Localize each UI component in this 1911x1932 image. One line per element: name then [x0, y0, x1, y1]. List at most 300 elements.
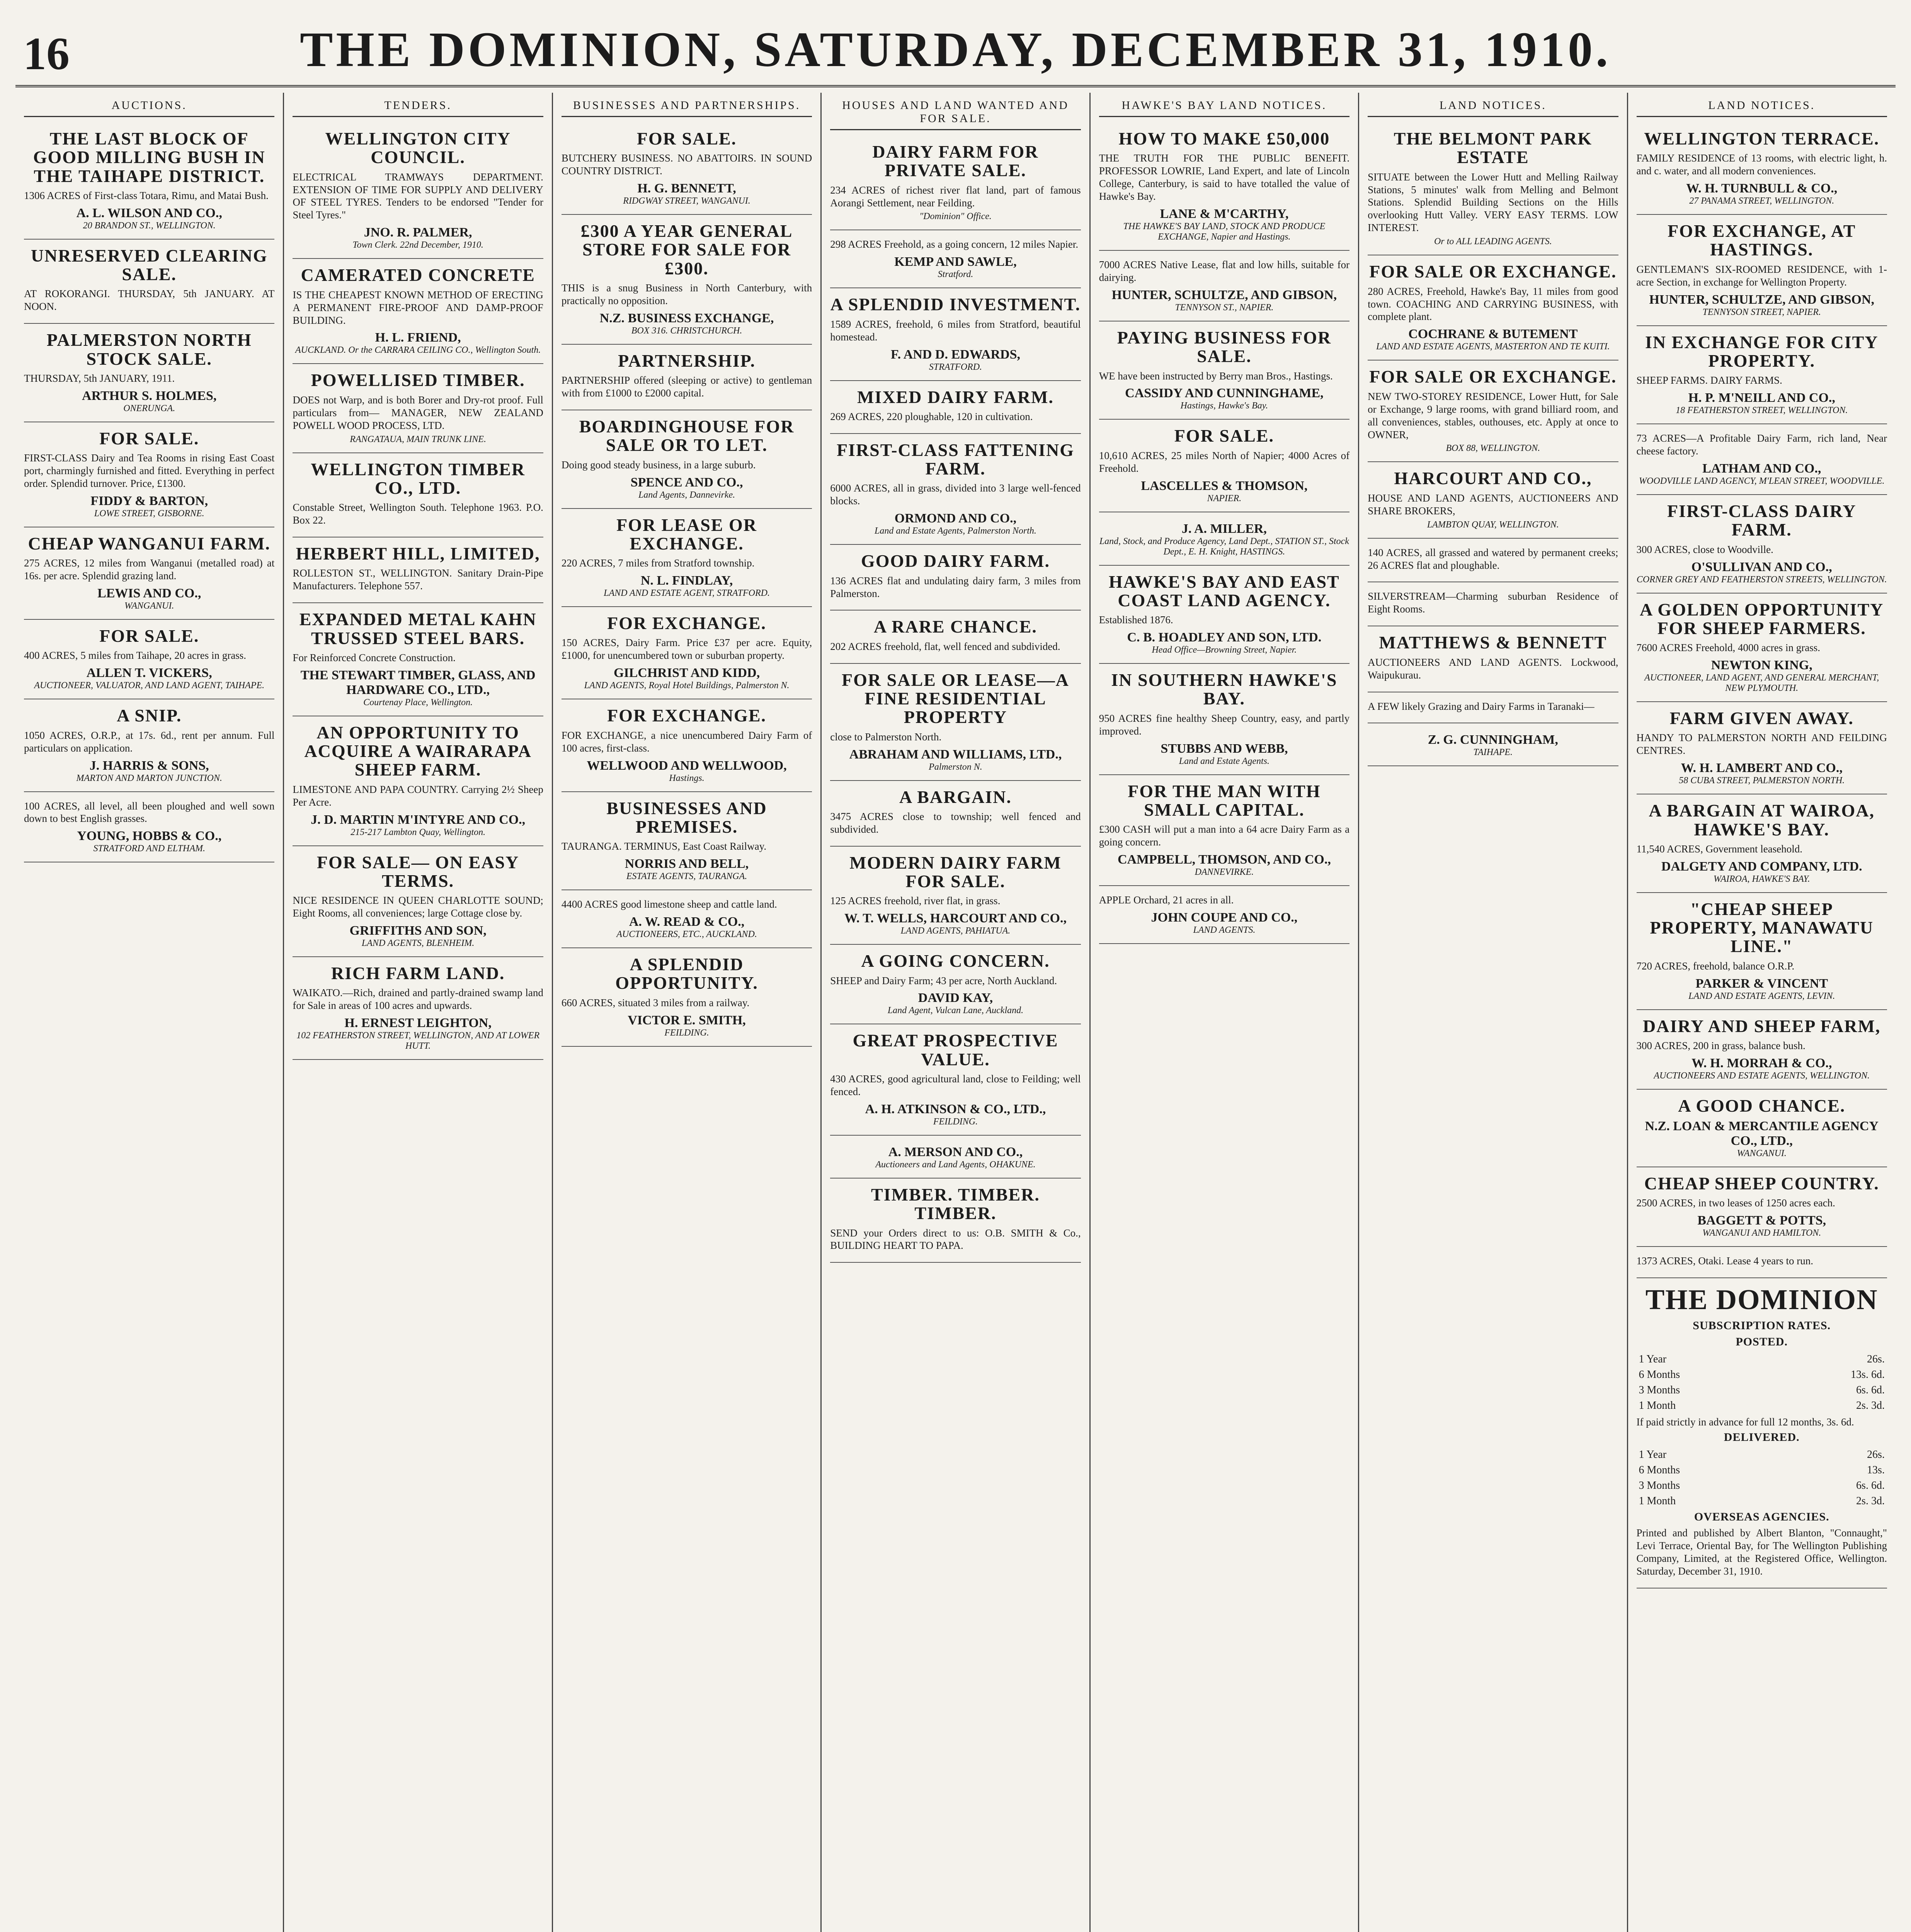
ad-body: BUTCHERY BUSINESS. NO ABATTOIRS. IN SOUND COUNTRY DISTRICT.	[561, 152, 812, 177]
advertisement	[830, 781, 1081, 847]
advertisement	[830, 945, 1081, 1024]
ad-body: 100 ACRES, all level, all been ploughed and well sown down to best English grasses.	[24, 800, 275, 825]
rate-period: 3 Months	[1639, 1384, 1680, 1396]
advertisement	[1368, 692, 1618, 724]
advertisement	[1099, 775, 1349, 886]
advertisement	[830, 664, 1081, 781]
ad-firm-name: H. L. FRIEND,	[375, 330, 461, 345]
ad-firm-name: FIDDY & BARTON,	[90, 493, 208, 508]
ad-title: A RARE CHANCE.	[874, 617, 1037, 637]
column-3	[553, 93, 822, 1932]
ad-body: NEW TWO-STOREY RESIDENCE, Lower Hutt, for Sale or Exchange, 9 large rooms, with grand billiard room, and all conveniences, stables, outhouses, etc. Apply at once to OWNER,	[1368, 390, 1618, 440]
ad-title: GREAT PROSPECTIVE VALUE.	[853, 1031, 1058, 1069]
advertisement	[562, 410, 812, 509]
ad-body: 275 ACRES, 12 miles from Wanganui (metalled road) at 16s. per acre. Splendid grazing land.	[24, 557, 275, 582]
ad-address: WAIROA, HAWKE'S BAY.	[1713, 874, 1810, 884]
ad-body: THIS is a snug Business in North Canterbury, with practically no opposition.	[561, 282, 812, 306]
ad-title: PARTNERSHIP.	[618, 350, 756, 371]
ad-body: HANDY TO PALMERSTON NORTH AND FEILDING CENTRES.	[1636, 732, 1887, 757]
page-number: 16	[23, 28, 70, 79]
newspaper-title: THE DOMINION, SATURDAY, DECEMBER 31, 1910.	[300, 22, 1611, 77]
advertisement	[1368, 539, 1618, 583]
ad-title: THE BELMONT PARK ESTATE	[1394, 129, 1592, 167]
advertisement	[830, 381, 1081, 434]
ad-firm-name: BAGGETT & POTTS,	[1697, 1213, 1826, 1228]
column-5	[1091, 93, 1359, 1932]
ad-address: AUCKLAND. Or the CARRARA CEILING CO., Wellington South.	[295, 345, 541, 355]
advertisement	[562, 890, 812, 948]
ad-address: LAND AND ESTATE AGENTS, LEVIN.	[1688, 991, 1835, 1001]
ad-address: Land and Estate Agents, Palmerston North.	[875, 526, 1036, 536]
rate-period: 6 Months	[1639, 1369, 1680, 1381]
posted-note: If paid strictly in advance for full 12 months, 3s. 6d.	[1636, 1416, 1854, 1428]
ad-body: £300 CASH will put a man into a 64 acre Dairy Farm as a going concern.	[1099, 823, 1350, 848]
ad-address: TAIHAPE.	[1473, 747, 1513, 758]
ad-firm-name: THE STEWART TIMBER, GLASS, AND HARDWARE CO., LTD.,	[300, 668, 536, 697]
advertisement	[1368, 626, 1618, 692]
ad-firm-name: SPENCE AND CO.,	[630, 475, 743, 490]
rate-row	[1637, 1463, 1887, 1478]
column-6	[1359, 93, 1628, 1932]
advertisement	[293, 716, 543, 846]
ad-title: FOR SALE.	[99, 626, 199, 646]
ad-firm-name: ABRAHAM AND WILLIAMS, LTD.,	[849, 747, 1062, 762]
ad-firm-name: W. H. MORRAH & CO.,	[1691, 1056, 1832, 1070]
ad-firm-name: NORRIS AND BELL,	[625, 857, 749, 871]
ad-firm-name: JNO. R. PALMER,	[364, 225, 472, 240]
ad-firm-name: JOHN COUPE AND CO.,	[1151, 910, 1298, 925]
rate-period: 1 Month	[1639, 1495, 1676, 1507]
advertisement	[1637, 594, 1887, 702]
ad-address: LAND AGENTS, PAHIATUA.	[900, 926, 1011, 936]
ad-title: HARCOURT AND CO.,	[1394, 468, 1592, 488]
ad-address: LAND AND ESTATE AGENT, STRATFORD.	[604, 588, 770, 599]
advertisement	[1099, 886, 1349, 944]
ad-body: SITUATE between the Lower Hutt and Melling Railway Stations, 5 minutes' walk from Melling and Belmont Stations. Splendid Building Sections on the Hills overlooking Hutt Valley. VERY EASY TERMS. LOW INTEREST.	[1368, 171, 1618, 234]
ad-address: AUCTIONEER, LAND AGENT, AND GENERAL MERCHANT, NEW PLYMOUTH.	[1644, 673, 1879, 694]
ad-body: TAURANGA. TERMINUS, East Coast Railway.	[561, 840, 767, 852]
advertisement	[24, 324, 274, 422]
ad-firm-name: ORMOND AND CO.,	[894, 511, 1017, 526]
ad-title: CHEAP WANGANUI FARM.	[28, 533, 271, 553]
ad-title: THE LAST BLOCK OF GOOD MILLING BUSH IN THE TAIHAPE DISTRICT.	[33, 129, 265, 186]
ad-firm-name: Z. G. CUNNINGHAM,	[1428, 733, 1558, 747]
ad-address: LOWE STREET, GISBORNE.	[94, 508, 204, 519]
ad-body: Constable Street, Wellington South. Telephone 1963. P.O. Box 22.	[293, 502, 543, 526]
advertisement	[24, 240, 274, 324]
advertisement	[293, 603, 543, 716]
ad-title: FIRST-CLASS FATTENING FARM.	[836, 440, 1074, 479]
ad-address: MARTON AND MARTON JUNCTION.	[76, 773, 222, 783]
ad-title: EXPANDED METAL KAHN TRUSSED STEEL BARS.	[299, 609, 537, 648]
ad-firm-name: LATHAM AND CO.,	[1702, 461, 1821, 476]
ad-body: 300 ACRES, close to Woodville.	[1636, 543, 1773, 555]
ad-firm-name: H. ERNEST LEIGHTON,	[344, 1016, 492, 1031]
ad-address: WANGANUI.	[124, 601, 174, 611]
column-1	[15, 93, 284, 1932]
ad-title: POWELLISED TIMBER.	[311, 370, 525, 390]
ad-address: Or to ALL LEADING AGENTS.	[1434, 236, 1552, 247]
advertisement	[293, 122, 543, 259]
ad-title: FOR SALE.	[636, 129, 737, 148]
ad-firm-name: N.Z. LOAN & MERCANTILE AGENCY CO., LTD.,	[1645, 1119, 1879, 1148]
ad-title: UNRESERVED CLEARING SALE.	[31, 245, 268, 284]
advertisement	[562, 607, 812, 699]
ad-title: IN EXCHANGE FOR CITY PROPERTY.	[1645, 332, 1879, 371]
ad-body: 660 ACRES, situated 3 miles from a railway.	[561, 997, 750, 1009]
advertisement	[293, 846, 543, 957]
rate-period: 1 Year	[1639, 1448, 1667, 1461]
ad-address: TENNYSON ST., NAPIER.	[1175, 302, 1274, 313]
ad-firm-name: CASSIDY AND CUNNINGHAME,	[1125, 386, 1324, 401]
ad-firm-name: LASCELLES & THOMSON,	[1141, 478, 1308, 493]
column-heading: AUCTIONS.	[24, 97, 274, 117]
rate-price: 2s. 3d.	[1856, 1400, 1885, 1412]
ad-body: 3475 ACRES close to township; well fenced and subdivided.	[830, 810, 1081, 835]
ad-firm-name: WELLWOOD AND WELLWOOD,	[587, 758, 787, 773]
ad-title: GOOD DAIRY FARM.	[861, 551, 1050, 571]
advertisement	[1368, 361, 1618, 462]
ad-title: DAIRY FARM FOR PRIVATE SALE.	[872, 142, 1039, 180]
advertisement	[1099, 251, 1349, 321]
ad-body: Doing good steady business, in a large suburb.	[561, 459, 756, 471]
column-7	[1628, 93, 1896, 1932]
ad-firm-name: DALGETY AND COMPANY, LTD.	[1661, 859, 1862, 874]
advertisement	[1637, 215, 1887, 326]
advertisement	[1637, 424, 1887, 495]
ad-address: 18 FEATHERSTON STREET, WELLINGTON.	[1676, 405, 1848, 416]
ad-title: WELLINGTON CITY COUNCIL.	[325, 129, 511, 167]
advertisement	[830, 1024, 1081, 1135]
advertisement	[562, 792, 812, 891]
ad-body: 280 ACRES, Freehold, Hawke's Bay, 11 miles from good town. COACHING AND CARRYING BUSINESS, with complete plant.	[1368, 285, 1618, 323]
ad-body: THURSDAY, 5th JANUARY, 1911.	[24, 372, 175, 384]
ad-firm-name: COCHRANE & BUTEMENT	[1408, 327, 1578, 342]
ad-body: 269 ACRES, 220 ploughable, 120 in cultivation.	[830, 410, 1033, 422]
ad-body: NICE RESIDENCE IN QUEEN CHARLOTTE SOUND; Eight Rooms, all conveniences; large Cottage close by.	[293, 895, 543, 919]
column-heading: LAND NOTICES.	[1368, 97, 1618, 117]
subscription-subtitle: SUBSCRIPTION RATES.	[1693, 1319, 1831, 1332]
advertisement	[830, 1179, 1081, 1263]
ad-address: NAPIER.	[1207, 493, 1242, 503]
ad-title: IN SOUTHERN HAWKE'S BAY.	[1111, 670, 1338, 709]
advertisement	[24, 122, 274, 240]
advertisement	[830, 545, 1081, 611]
delivered-label: DELIVERED.	[1724, 1430, 1800, 1444]
ad-body: 7600 ACRES Freehold, 4000 acres in grass.	[1636, 642, 1820, 654]
ad-title: £300 A YEAR GENERAL STORE FOR SALE FOR £300.	[580, 221, 793, 278]
ad-firm-name: N. L. FINDLAY,	[640, 573, 733, 588]
ad-body: THE TRUTH FOR THE PUBLIC BENEFIT. PROFESSOR LOWRIE, Land Expert, and late of Lincoln College, Canterbury, is said to have totalled the value of Hawke's Bay.	[1099, 152, 1350, 202]
advertisement	[293, 259, 543, 364]
advertisement	[1637, 702, 1887, 794]
ad-title: TIMBER. TIMBER. TIMBER.	[871, 1184, 1040, 1223]
ad-title: WELLINGTON TIMBER CO., LTD.	[311, 459, 526, 498]
ad-body: SHEEP FARMS. DAIRY FARMS.	[1636, 374, 1782, 386]
ad-body: 1050 ACRES, O.R.P., at 17s. 6d., rent per annum. Full particulars on application.	[24, 729, 275, 754]
advertisement	[24, 620, 274, 699]
ad-title: FOR SALE OR LEASE—A FINE RESIDENTIAL PROPERTY	[842, 670, 1069, 727]
ad-firm-name: A. L. WILSON AND CO.,	[76, 206, 222, 220]
ad-firm-name: H. P. M'NEILL AND CO.,	[1688, 391, 1835, 405]
advertisement	[830, 611, 1081, 663]
ad-title: A SNIP.	[117, 706, 182, 726]
ad-address: Hastings.	[669, 773, 705, 783]
ad-body: 220 ACRES, 7 miles from Stratford township.	[561, 557, 755, 569]
ad-body: 150 ACRES, Dairy Farm. Price £37 per acre. Equity, £1000, for unencumbered town or suburban property.	[561, 637, 812, 662]
ad-body: 4400 ACRES good limestone sheep and cattle land.	[561, 898, 777, 910]
ad-title: A SPLENDID INVESTMENT.	[830, 294, 1081, 315]
ad-body: PARTNERSHIP offered (sleeping or active) to gentleman with from £1000 to £2000 capital.	[561, 374, 812, 399]
ad-address: BOX 316. CHRISTCHURCH.	[631, 325, 742, 336]
advertisement	[1637, 794, 1887, 893]
ad-body: 234 ACRES of richest river flat land, part of famous Aorangi Settlement, near Feilding.	[830, 184, 1081, 209]
ad-body: WAIKATO.—Rich, drained and partly-drained swamp land for Sale in areas of 100 acres and upwards.	[293, 987, 543, 1012]
ad-address: LAND AGENTS, BLENHEIM.	[361, 938, 475, 948]
ad-title: FOR EXCHANGE, AT HASTINGS.	[1668, 221, 1856, 260]
ad-address: FEILDING.	[664, 1027, 709, 1038]
advertisement	[293, 364, 543, 453]
advertisement	[830, 288, 1081, 381]
ad-title: FOR SALE.	[1174, 426, 1275, 446]
ad-firm-name: C. B. HOADLEY AND SON, LTD.	[1127, 630, 1322, 645]
ad-body: AT ROKORANGI. THURSDAY, 5th JANUARY. AT NOON.	[24, 288, 275, 313]
ad-title: HOW TO MAKE £50,000	[1118, 129, 1330, 148]
ad-title: DAIRY AND SHEEP FARM,	[1643, 1016, 1881, 1036]
rate-period: 6 Months	[1639, 1464, 1680, 1476]
ad-firm-name: ARTHUR S. HOLMES,	[82, 388, 217, 403]
ad-title: FOR EXCHANGE.	[607, 613, 766, 633]
advertisement	[1637, 1167, 1887, 1247]
ad-firm-name: STUBBS AND WEBB,	[1161, 741, 1288, 756]
rate-price: 2s. 3d.	[1856, 1495, 1885, 1507]
ad-body: A FEW likely Grazing and Dairy Farms in Taranaki—	[1368, 700, 1594, 712]
ad-address: ONERUNGA.	[123, 403, 175, 413]
advertisement	[293, 453, 543, 537]
ad-body: FOR EXCHANGE, a nice unencumbered Dairy Farm of 100 acres, first-class.	[561, 729, 812, 754]
ad-body: AUCTIONEERS AND LAND AGENTS. Lockwood, Waipukurau.	[1368, 656, 1618, 681]
rate-price: 26s.	[1867, 1353, 1885, 1366]
advertisement	[562, 345, 812, 410]
ad-title: WELLINGTON TERRACE.	[1644, 129, 1880, 148]
ad-title: A BARGAIN AT WAIROA, HAWKE'S BAY.	[1649, 801, 1875, 839]
ad-firm-name: HUNTER, SCHULTZE, AND GIBSON,	[1649, 292, 1875, 307]
rate-price: 6s. 6d.	[1856, 1479, 1885, 1492]
rate-row	[1637, 1367, 1887, 1383]
posted-label: POSTED.	[1736, 1335, 1788, 1349]
advertisement	[1099, 321, 1349, 420]
ad-body: 73 ACRES—A Profitable Dairy Farm, rich land, Near cheese factory.	[1636, 432, 1887, 457]
ad-address: 58 CUBA STREET, PALMERSTON NORTH.	[1679, 776, 1845, 786]
ad-body: 10,610 ACRES, 25 miles North of Napier; 4000 Acres of Freehold.	[1099, 449, 1350, 474]
delivered-rates-table	[1637, 1447, 1887, 1509]
ad-title: FOR EXCHANGE.	[607, 706, 766, 726]
ad-title: FOR SALE.	[99, 428, 199, 448]
ad-title: "CHEAP SHEEP PROPERTY, MANAWATU LINE."	[1650, 899, 1874, 956]
columns-container	[15, 93, 1896, 1932]
ad-title: HERBERT HILL, LIMITED,	[296, 544, 540, 564]
ad-title: FOR SALE OR EXCHANGE.	[1369, 262, 1617, 282]
ad-firm-name: GRIFFITHS AND SON,	[349, 923, 487, 938]
ad-title: A GOING CONCERN.	[861, 951, 1050, 971]
ad-body: 298 ACRES Freehold, as a going concern, 12 miles Napier.	[830, 238, 1079, 250]
ad-title: AN OPPORTUNITY TO ACQUIRE A WAIRARAPA SHEEP FARM.	[304, 722, 532, 780]
ad-address: Stratford.	[938, 269, 973, 280]
ad-title: CHEAP SHEEP COUNTRY.	[1644, 1173, 1879, 1194]
advertisement	[24, 422, 274, 527]
rate-row	[1637, 1383, 1887, 1398]
ad-address: Palmerston N.	[929, 762, 982, 772]
ad-address: DANNEVIRKE.	[1195, 867, 1254, 878]
ad-firm-name: A. MERSON AND CO.,	[888, 1145, 1023, 1159]
column-4	[822, 93, 1090, 1932]
ad-address: CORNER GREY AND FEATHERSTON STREETS, WELLINGTON.	[1636, 574, 1887, 585]
ad-firm-name: N.Z. BUSINESS EXCHANGE,	[599, 311, 774, 325]
column-heading: BUSINESSES AND PARTNERSHIPS.	[562, 97, 812, 117]
rate-period: 1 Year	[1639, 1353, 1667, 1366]
ad-address: 20 BRANDON ST., WELLINGTON.	[83, 220, 216, 231]
advertisement	[1099, 664, 1349, 775]
ad-firm-name: LANE & M'CARTHY,	[1160, 207, 1289, 221]
ad-title: BOARDINGHOUSE FOR SALE OR TO LET.	[579, 417, 795, 455]
imprint: Printed and published by Albert Blanton, "Connaught," Levi Terrace, Oriental Bay, for The Wellington Publishing Company, Limited, at the Registered Office, Wellington. Saturday, December 31, 1910.	[1636, 1527, 1887, 1577]
ad-address: Town Clerk. 22nd December, 1910.	[352, 240, 483, 250]
column-heading: LAND NOTICES.	[1637, 97, 1887, 117]
advertisement	[1637, 1010, 1887, 1090]
advertisement	[24, 527, 274, 620]
ad-firm-name: ALLEN T. VICKERS,	[86, 666, 212, 680]
advertisement	[1099, 420, 1349, 512]
ad-address: WANGANUI.	[1737, 1148, 1787, 1159]
ad-firm-name: CAMPBELL, THOMSON, AND CO.,	[1117, 852, 1331, 867]
ad-address: LAMBTON QUAY, WELLINGTON.	[1427, 519, 1559, 530]
ad-body: SILVERSTREAM—Charming suburban Residence of Eight Rooms.	[1368, 590, 1618, 615]
ad-address: Land Agent, Vulcan Lane, Auckland.	[887, 1005, 1024, 1016]
ad-body: DOES not Warp, and is both Borer and Dry-rot proof. Full particulars from— MANAGER, NEW ZEALAND POWELL WOOD PROCESS, LTD.	[293, 394, 543, 431]
ad-address: STRATFORD AND ELTHAM.	[93, 844, 205, 854]
ad-body: HOUSE AND LAND AGENTS, AUCTIONEERS AND SHARE BROKERS,	[1368, 492, 1618, 517]
advertisement	[562, 122, 812, 215]
ad-body: 11,540 ACRES, Government leasehold.	[1636, 843, 1802, 855]
ad-body: 1589 ACRES, freehold, 6 miles from Stratford, beautiful homestead.	[830, 318, 1081, 343]
ad-address: RIDGWAY STREET, WANGANUI.	[623, 196, 750, 206]
ad-title: HAWKE'S BAY AND EAST COAST LAND AGENCY.	[1109, 571, 1340, 610]
ad-address: AUCTIONEERS, ETC., AUCKLAND.	[616, 929, 757, 939]
rate-period: 3 Months	[1639, 1479, 1680, 1492]
ad-title: MIXED DAIRY FARM.	[857, 387, 1054, 407]
ad-firm-name: DAVID KAY,	[918, 991, 993, 1005]
ad-title: FIRST-CLASS DAIRY FARM.	[1667, 501, 1857, 540]
ad-address: AUCTIONEERS AND ESTATE AGENTS, WELLINGTON.	[1654, 1070, 1870, 1081]
ad-firm-name: J. HARRIS & SONS,	[89, 758, 209, 773]
rate-price: 13s. 6d.	[1851, 1369, 1885, 1381]
ad-body: 6000 ACRES, all in grass, divided into 3 large well-fenced blocks.	[830, 482, 1081, 507]
ad-body: 125 ACRES freehold, river flat, in grass.	[830, 895, 1001, 907]
ad-address: THE HAWKE'S BAY LAND, STOCK AND PRODUCE EXCHANGE, Napier and Hastings.	[1123, 221, 1326, 242]
ad-body: For Reinforced Concrete Construction.	[293, 651, 456, 663]
ad-address: BOX 88, WELLINGTON.	[1446, 443, 1540, 454]
ad-address: "Dominion" Office.	[919, 211, 992, 222]
posted-rates-table	[1637, 1352, 1887, 1413]
advertisement	[830, 847, 1081, 945]
ad-address: LAND AGENTS, Royal Hotel Buildings, Palmerston N.	[584, 680, 790, 691]
ad-title: A SPLENDID OPPORTUNITY.	[615, 954, 758, 993]
ad-body: IS THE CHEAPEST KNOWN METHOD OF ERECTING A PERMANENT FIRE-PROOF AND DAMP-PROOF BUILDING.	[293, 289, 543, 326]
ad-title: FOR THE MAN WITH SMALL CAPITAL.	[1128, 781, 1321, 820]
ad-body: SEND your Orders direct to us: O.B. SMITH & Co., BUILDING HEART TO PAPA.	[830, 1227, 1081, 1252]
ad-title: PALMERSTON NORTH STOCK SALE.	[46, 330, 252, 369]
ad-firm-name: PARKER & VINCENT	[1695, 976, 1828, 991]
advertisement	[1099, 566, 1349, 664]
rate-period: 1 Month	[1639, 1400, 1676, 1412]
ad-address: 102 FEATHERSTON STREET, WELLINGTON, AND AT LOWER HUTT.	[296, 1031, 540, 1051]
advertisement	[1368, 582, 1618, 626]
advertisement	[1637, 495, 1887, 594]
ad-firm-name: O'SULLIVAN AND CO.,	[1691, 560, 1832, 574]
advertisement	[830, 230, 1081, 288]
ad-body: close to Palmerston North.	[830, 731, 942, 743]
ad-address: Head Office—Browning Street, Napier.	[1152, 645, 1297, 655]
ad-address: RANGATAUA, MAIN TRUNK LINE.	[350, 434, 486, 444]
ad-body: 136 ACRES flat and undulating dairy farm, 3 miles from Palmerston.	[830, 575, 1081, 599]
advertisement	[1099, 122, 1349, 251]
advertisement	[830, 434, 1081, 545]
ad-body: 950 ACRES fine healthy Sheep Country, easy, and partly improved.	[1099, 712, 1350, 737]
ad-firm-name: VICTOR E. SMITH,	[628, 1013, 746, 1027]
rate-row	[1637, 1447, 1887, 1463]
ad-firm-name: GILCHRIST AND KIDD,	[613, 666, 760, 680]
ad-body: 7000 ACRES Native Lease, flat and low hills, suitable for dairying.	[1099, 259, 1350, 283]
ad-title: BUSINESSES AND PREMISES.	[606, 798, 767, 837]
masthead	[15, 8, 1896, 87]
advertisement	[1368, 122, 1618, 255]
ad-firm-name: LEWIS AND CO.,	[97, 586, 201, 601]
column-2	[284, 93, 553, 1932]
ad-title: FOR SALE OR EXCHANGE.	[1369, 367, 1617, 387]
advertisement	[24, 699, 274, 792]
ad-body: APPLE Orchard, 21 acres in all.	[1099, 894, 1234, 906]
overseas-label: OVERSEAS AGENCIES.	[1694, 1510, 1829, 1523]
ad-address: Auctioneers and Land Agents, OHAKUNE.	[875, 1159, 1036, 1170]
ad-address: WANGANUI AND HAMILTON.	[1702, 1228, 1821, 1238]
ad-title: A BARGAIN.	[899, 787, 1012, 807]
advertisement	[562, 509, 812, 607]
ad-address: FEILDING.	[933, 1116, 978, 1127]
ad-firm-name: A. H. ATKINSON & CO., LTD.,	[865, 1102, 1046, 1116]
ad-body: 202 ACRES freehold, flat, well fenced and subdivided.	[830, 640, 1060, 652]
ad-address: ESTATE AGENTS, TAURANGA.	[626, 871, 747, 882]
ad-address: STRATFORD.	[929, 362, 982, 372]
ad-address: Land Agents, Dannevirke.	[638, 490, 735, 500]
advertisement	[24, 792, 274, 863]
ad-title: A GOOD CHANCE.	[1678, 1095, 1846, 1116]
advertisement	[1099, 512, 1349, 566]
ad-firm-name: F. AND D. EDWARDS,	[890, 347, 1020, 362]
ad-body: Established 1876.	[1099, 614, 1173, 626]
rate-row	[1637, 1398, 1887, 1413]
ad-title: PAYING BUSINESS FOR SALE.	[1117, 327, 1332, 366]
ad-address: Hastings, Hawke's Bay.	[1180, 401, 1268, 411]
ad-body: FAMILY RESIDENCE of 13 rooms, with electric light, h. and c. water, and all modern conveniences.	[1636, 152, 1887, 177]
ad-body: WE have been instructed by Berry man Bros., Hastings.	[1099, 370, 1333, 382]
advertisement	[562, 215, 812, 345]
ad-firm-name: NEWTON KING,	[1711, 658, 1812, 673]
advertisement	[1637, 893, 1887, 1010]
advertisement	[562, 948, 812, 1047]
ad-firm-name: W. H. TURNBULL & CO.,	[1686, 181, 1838, 196]
ad-title: RICH FARM LAND.	[331, 963, 505, 983]
advertisement	[1368, 255, 1618, 361]
